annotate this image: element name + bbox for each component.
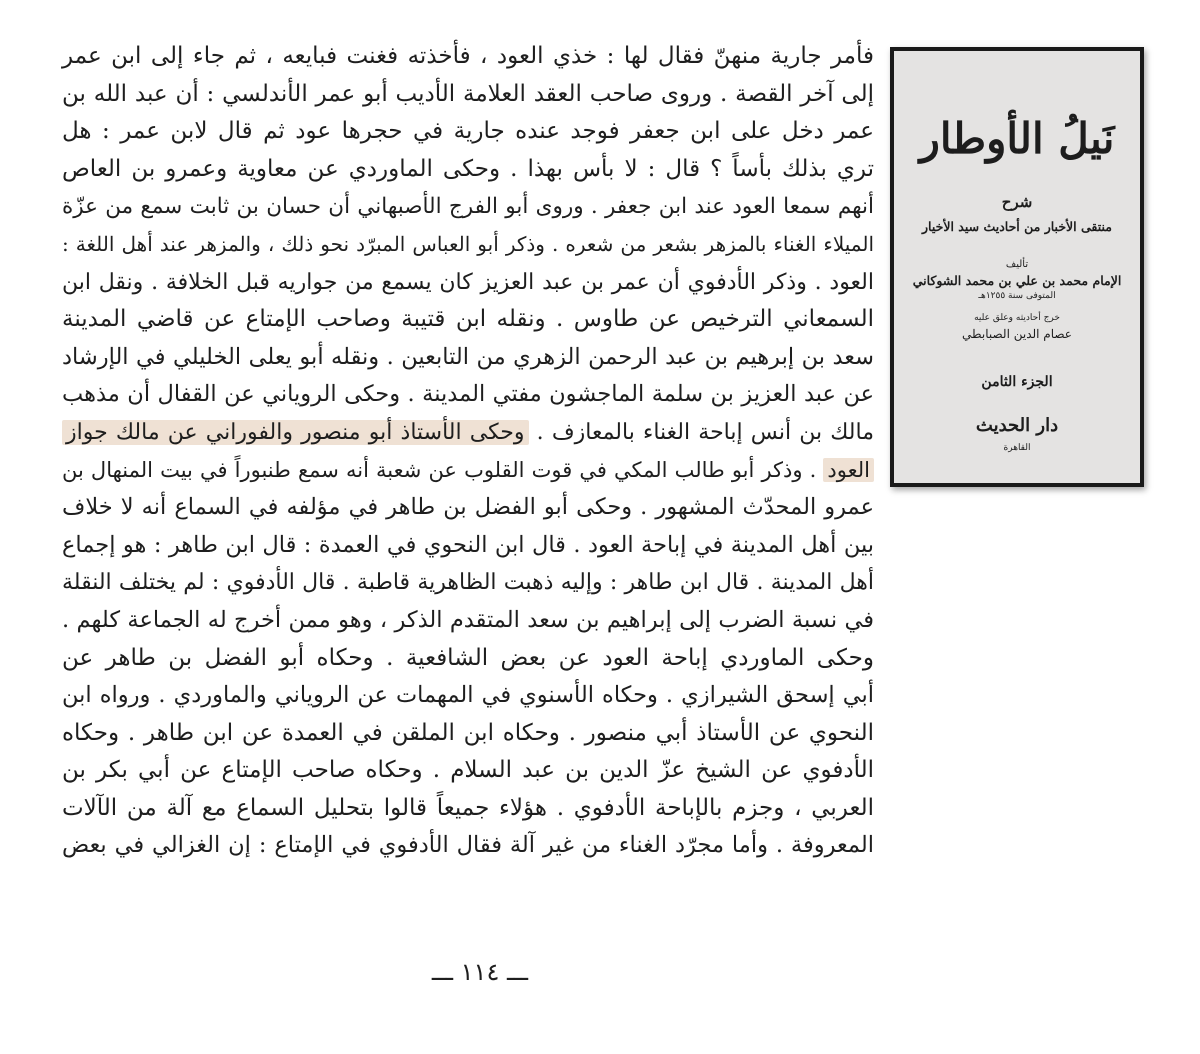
cover-sharh-label: شرح	[1001, 193, 1033, 211]
line-text: أبي إسحق الشيرازي . وحكاه الأسنوي في المهمات عن الروياني والماوردي . ورواه ابن	[62, 682, 874, 709]
text-line	[62, 715, 874, 753]
text-line	[62, 452, 874, 490]
text-line	[62, 264, 874, 302]
text-line	[62, 414, 874, 452]
cover-subtitle: منتقى الأخبار من أحاديث سيد الأخيار	[922, 219, 1112, 234]
text-line	[62, 339, 874, 377]
highlighted-text: العود	[823, 458, 874, 482]
line-text: مالك بن أنس إباحة الغناء بالمعازف .	[528, 419, 874, 445]
highlighted-text: وحكى الأستاذ أبو منصور والفوراني عن مالك جواز	[62, 420, 529, 445]
line-text: عمرو المحدّث المشهور . وحكى أبو الفضل بن طاهر في مؤلفه في السماع أنه لا خلاف	[62, 494, 874, 521]
line-text: العربي ، وجزم بالإباحة الأدفوي . هؤلاء جميعاً قالوا بتحليل السماع مع آلة من الآلات	[62, 794, 874, 821]
text-line	[62, 677, 874, 715]
cover-author-date: المتوفى سنة ١٢٥٥هـ	[978, 291, 1056, 301]
book-cover-image	[890, 47, 1144, 487]
line-text: تري بذلك بأساً ؟ قال : لا بأس بهذا . وحكى الماوردي عن معاوية وعمرو بن العاص	[62, 155, 874, 182]
text-line	[62, 527, 874, 565]
text-line	[62, 376, 874, 414]
line-text: . وذكر أبو طالب المكي في قوت القلوب عن شعبة أنه سمع طنبوراً في بيت المنهال بن	[62, 457, 824, 482]
cover-volume: الجزء الثامن	[981, 374, 1053, 390]
line-text: عمر دخل على ابن جعفر فوجد عنده جارية في حجرها عود ثم قال لابن عمر : هل	[62, 118, 874, 145]
line-text: في نسبة الضرب إلى إبراهيم بن سعد المتقدم الذكر ، وهو ممن أخرج له الجماعة كلهم .	[62, 606, 874, 633]
line-text: عن عبد العزيز بن سلمة الماجشون مفتي المدينة . وحكى الروياني عن القفال أن مذهب	[62, 381, 874, 408]
line-text: السمعاني الترخيص عن طاوس . ونقله ابن قتيبة وصاحب الإمتاع عن قاضي المدينة	[62, 306, 874, 333]
cover-editor-prefix: خرج أحاديثه وعلق عليه	[974, 313, 1060, 323]
cover-author: الإمام محمد بن علي بن محمد الشوكاني	[912, 273, 1122, 288]
line-text: العود . وذكر الأدفوي أن عمر بن عبد العزيز كان يسمع من جواريه قبل الخلافة . ونقل ابن	[62, 269, 874, 295]
line-text: أنهم سمعا العود عند ابن جعفر . وروى أبو الفرج الأصبهاني أن حسان بن ثابت سمع من عزّة	[62, 194, 874, 220]
text-line	[62, 113, 874, 151]
text-line	[62, 790, 874, 828]
text-line	[62, 827, 874, 865]
line-text: بين أهل المدينة في إباحة العود . قال ابن النحوي في العمدة : قال ابن طاهر : هو إجماع	[62, 531, 874, 558]
line-text: فأمر جارية منهنّ فقال لها : خذي العود ، فأخذته فغنت فبايعه ، ثم جاء إلى ابن عمر	[62, 43, 874, 69]
text-line	[62, 602, 874, 640]
cover-publisher: دار الحديث	[975, 415, 1059, 436]
text-line	[62, 640, 874, 678]
cover-city: القاهرة	[1003, 443, 1031, 453]
text-line	[62, 76, 874, 114]
text-line	[62, 564, 874, 602]
line-text: أهل المدينة . قال ابن طاهر : وإليه ذهبت الظاهرية قاطبة . قال الأدفوي : لم يختلف النقلة	[62, 570, 874, 596]
line-text: الميلاء الغناء بالمزهر بشعر من شعره . وذكر أبو العباس المبرّد نحو ذلك ، والمزهر عند أهل اللغة :	[62, 231, 874, 256]
cover-author-prefix: تأليف	[1005, 259, 1029, 270]
line-text: سعد بن إبرهيم بن عبد الرحمن الزهري من التابعين . ونقله أبو يعلى الخليلي في الإرشاد	[62, 343, 874, 370]
book-page-text	[62, 38, 874, 865]
line-text: إلى آخر القصة . وروى صاحب العقد العلامة الأديب أبو عمر الأندلسي : أن عبد الله بن	[62, 80, 874, 107]
line-text: الأدفوي عن الشيخ عزّ الدين بن عبد السلام . وحكاه صاحب الإمتاع عن أبي بكر بن	[62, 757, 874, 784]
text-line	[62, 151, 874, 189]
cover-editor: عصام الدين الصبابطي	[962, 327, 1072, 341]
text-line	[62, 489, 874, 527]
text-line	[62, 38, 874, 76]
text-line	[62, 301, 874, 339]
line-text: النحوي عن الأستاذ أبي منصور . وحكاه ابن الملقن في العمدة عن ابن طاهر . وحكاه	[62, 719, 874, 746]
cover-title: نَيلُ الأوطار	[919, 114, 1115, 163]
text-line	[62, 752, 874, 790]
text-line	[62, 226, 874, 264]
line-text: وحكى الماوردي إباحة العود عن بعض الشافعية . وحكاه أبو الفضل بن طاهر عن	[62, 644, 874, 671]
page-number: ـــ ١١٤ ـــ	[431, 958, 529, 986]
line-text: المعروفة . وأما مجرّد الغناء من غير آلة فقال الأدفوي في الإمتاع : إن الغزالي في بعض	[62, 832, 874, 859]
text-line	[62, 188, 874, 226]
